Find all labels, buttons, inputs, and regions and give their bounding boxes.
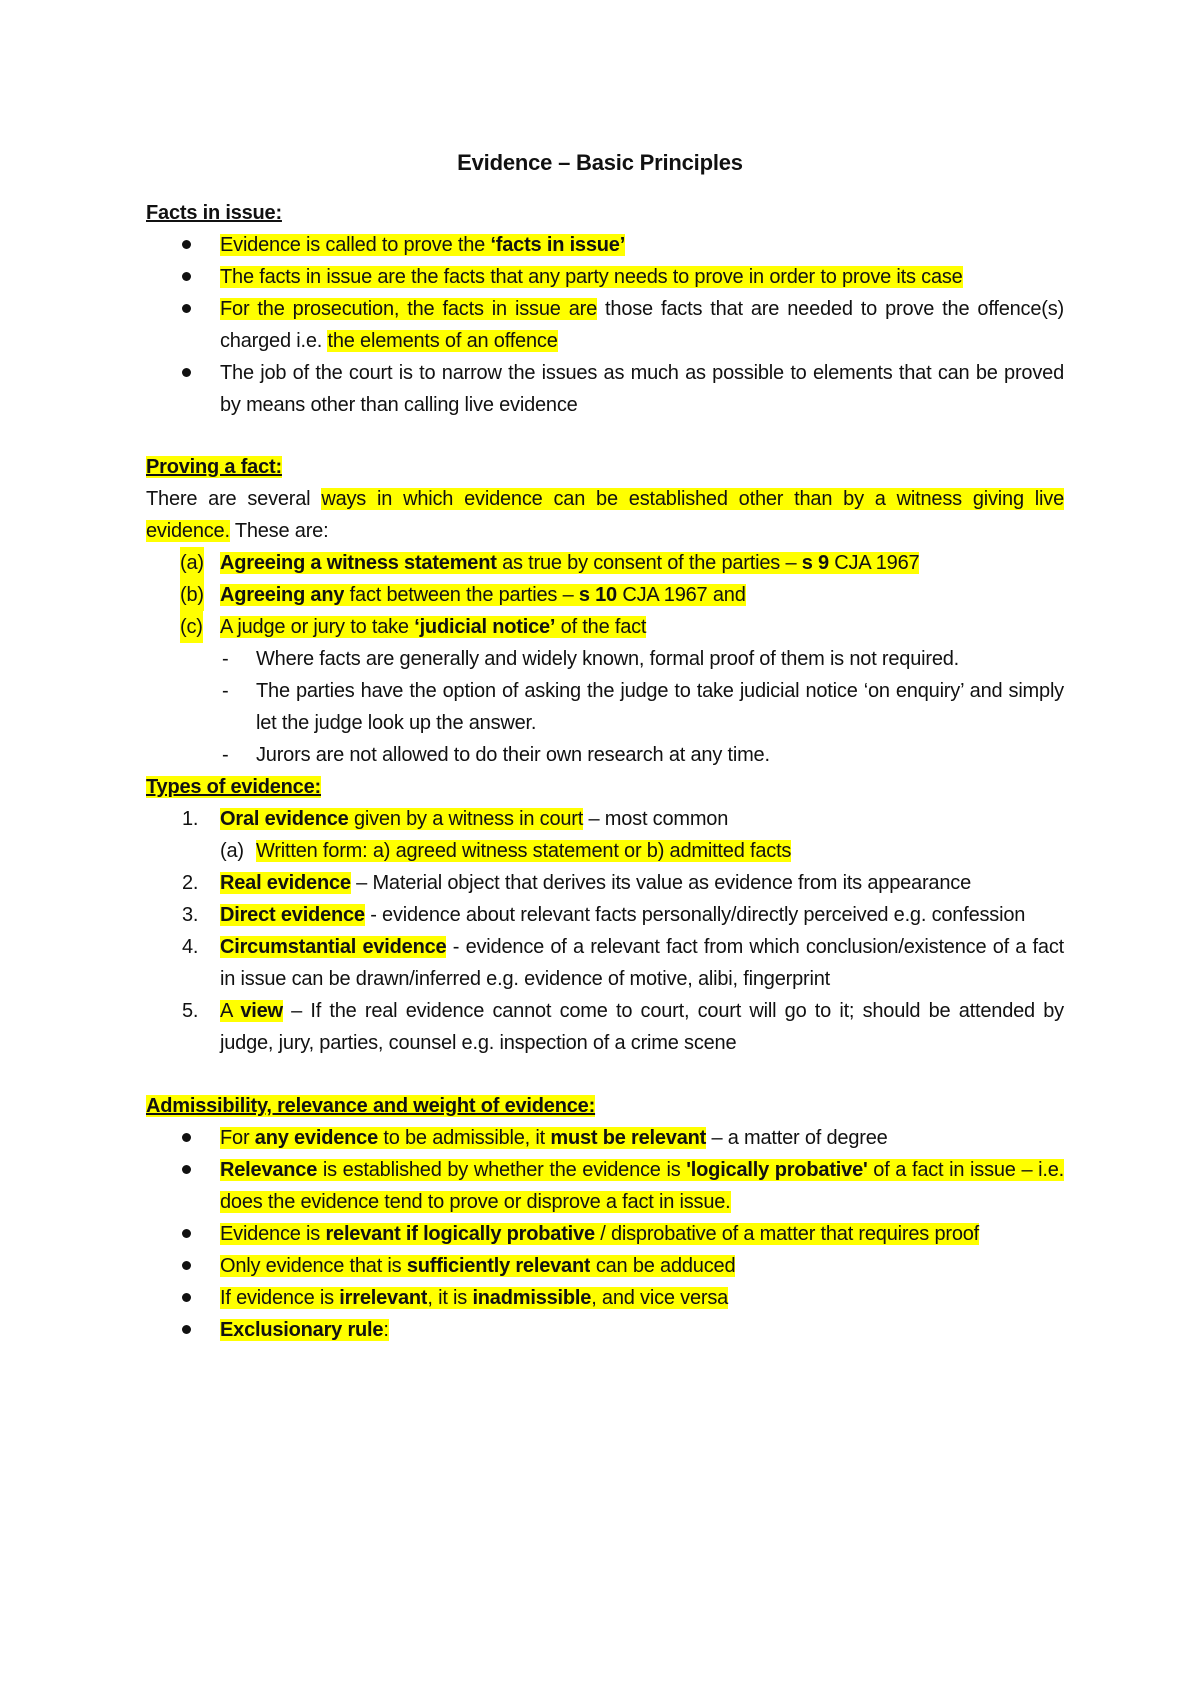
list-item: Exclusionary rule:: [146, 1314, 1064, 1346]
list-item: The facts in issue are the facts that any party needs to prove in order to prove its case: [146, 261, 1064, 293]
bullet-icon: [182, 1218, 202, 1250]
bullet-icon: [182, 1122, 202, 1154]
section-admissibility: [146, 1090, 1064, 1122]
heading-proving-a-fact: Proving a fact:: [146, 456, 282, 478]
heading-types-of-evidence: Types of evidence:: [146, 776, 321, 798]
list-item: Evidence is called to prove the ‘facts in issue’: [146, 229, 1064, 261]
bullet-icon: [182, 1282, 202, 1314]
list-item: 5. A view – If the real evidence cannot come to court, court will go to it; should be attended by judge, jury, parties, counsel e.g. inspection of a crime scene: [182, 1000, 1064, 1054]
list-item: (a) Written form: a) agreed witness statement or b) admitted facts: [220, 840, 792, 862]
bullet-icon: [182, 1250, 202, 1282]
paragraph-intro: There are several ways in which evidence can be established other than by a witness giving live evidence. These are:: [146, 488, 1064, 542]
list-item: - Where facts are generally and widely known, formal proof of them is not required.: [222, 648, 960, 670]
heading-facts-in-issue: Facts in issue:: [146, 202, 282, 224]
list-item: Relevance is established by whether the evidence is 'logically probative' of a fact in issue – i.e. does the evidence tend to prove or disprove a fact in issue.: [146, 1154, 1064, 1218]
list-item: Only evidence that is sufficiently relevant can be adduced: [146, 1250, 1064, 1282]
list-item: - The parties have the option of asking the judge to take judicial notice ‘on enquiry’ and simply let the judge look up the answer.: [222, 680, 1064, 734]
list-item: Evidence is relevant if logically probative / disprobative of a matter that requires proof: [146, 1218, 1064, 1250]
list-item: For the prosecution, the facts in issue are those facts that are needed to prove the offence(s) charged i.e. the elements of an offence: [146, 293, 1064, 357]
bullet-icon: [182, 357, 202, 389]
bullet-icon: [182, 229, 202, 261]
list-item: For any evidence to be admissible, it must be relevant – a matter of degree: [146, 1122, 1064, 1154]
list-item: If evidence is irrelevant, it is inadmissible, and vice versa: [146, 1282, 1064, 1314]
bullet-icon: [182, 1314, 202, 1346]
section-types-of-evidence: [146, 771, 1064, 803]
bullet-icon: [182, 261, 202, 293]
list-item: - Jurors are not allowed to do their own research at any time.: [222, 744, 770, 766]
heading-admissibility: Admissibility, relevance and weight of evidence:: [146, 1095, 596, 1117]
section-facts-in-issue: [146, 197, 1064, 229]
list-item: (c) A judge or jury to take ‘judicial notice’ of the fact: [146, 611, 1064, 643]
document-title: Evidence – Basic Principles: [457, 150, 743, 175]
list-item: 1. Oral evidence given by a witness in court – most common: [182, 808, 729, 830]
list-item: (a) Agreeing a witness statement as true by consent of the parties – s 9 CJA 1967: [146, 547, 1064, 579]
section-proving-a-fact: [146, 451, 1064, 483]
list-item: 2. Real evidence – Material object that derives its value as evidence from its appearance: [182, 872, 971, 894]
document-body: [146, 197, 1064, 1346]
list-item: The job of the court is to narrow the issues as much as possible to elements that can be proved by means other than calling live evidence: [146, 357, 1064, 421]
list-item: (b) Agreeing any fact between the parties – s 10 CJA 1967 and: [146, 579, 1064, 611]
list-item: 4. Circumstantial evidence - evidence of a relevant fact from which conclusion/existence of a fact in issue can be drawn/inferred e.g. evidence of motive, alibi, fingerprint: [182, 936, 1064, 990]
bullet-icon: [182, 1154, 202, 1186]
list-item: 3. Direct evidence - evidence about relevant facts personally/directly perceived e.g. confession: [182, 904, 1026, 926]
bullet-icon: [182, 293, 202, 325]
